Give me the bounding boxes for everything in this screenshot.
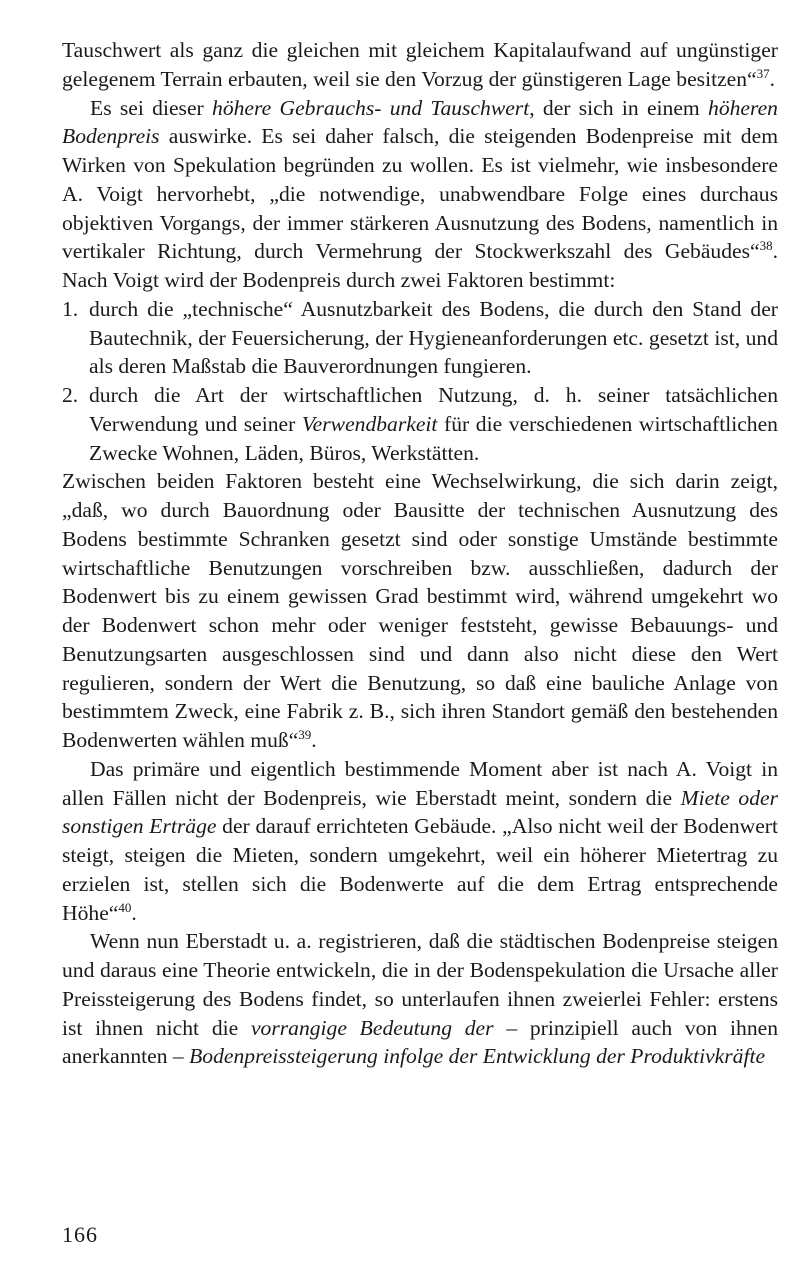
paragraph-text: . [311, 728, 317, 752]
list-item-1 [62, 295, 778, 381]
list-item-text: für die verschiedenen wirtschaftlichen Zwecke Wohnen, Läden, Büros, Werkstätten. [89, 411, 778, 465]
paragraph-text: der darauf errichteten Gebäude. „Also nicht weil der Bodenwert steigt, steigen die Mieten, sondern umgekehrt, weil ein höherer Mietertrag zu erzielen ist, stellen sich die Bodenwerte auf die dem Ertrag entsprechende Höhe“ [62, 814, 778, 925]
paragraph-1 [62, 36, 778, 94]
paragraph-text: – prinzipiell auch von ihnen anerkannten – [62, 1015, 779, 1069]
paragraph-text: Tauschwert als ganz die gleichen mit gleichem Kapitalaufwand auf ungünstiger gelegenem Terrain erbauten, weil sie den Vorzug der günstigeren Lage besitzen“ [62, 38, 778, 91]
paragraph-text: Zwischen beiden Faktoren besteht eine Wechselwirkung, die sich darin zeigt, „daß, wo durch Bauordnung oder Bausitte der technischen Ausnutzung des Bodens bestimmte Schranken gesetzt sind oder sonstige Umstände bestimmte wirtschaftliche Benutzungen vorschreiben bzw. ausschließen, dadurch der Bodenwert bis zu einem gewissen Grad bestimmt wird, während umgekehrt wo der Bodenwert schon mehr oder weniger feststeht, gewisse Bebauungs- und Benutzungsarten ausgeschlossen sind und dann also nicht diese den Wert regulieren, sondern der Wert die Benutzung, so daß eine bauliche Anlage von bestimmtem Zweck, eine Fabrik z. B., sich ihren Standort gemäß den bestehenden Bodenwerten wählen muß“ [62, 469, 778, 752]
footnote-ref-39: 39 [298, 726, 312, 742]
footnote-ref-38: 38 [759, 238, 773, 254]
emphasis-text: höhere Gebrauchs- und Tauschwert [212, 95, 530, 120]
list-item-2 [62, 381, 778, 467]
paragraph-4 [62, 755, 778, 928]
page-number: 166 [62, 1222, 98, 1247]
paragraph-text: . [131, 900, 137, 925]
emphasis-text: Miete oder sonstigen Erträge [62, 785, 779, 839]
list-number: 2. [62, 383, 79, 407]
list-item-text: durch die „technische“ Ausnutzbarkeit des Bodens, die durch den Stand der Bautechnik, der Feuersicherung, der Hygieneanforderungen etc. gesetzt ist, und als deren Maßstab die Bauverordnungen fungieren. [89, 296, 778, 379]
paragraph-text: , der sich in einem [529, 95, 709, 120]
body-text [62, 36, 778, 1071]
footnote-ref-40: 40 [118, 899, 132, 915]
paragraph-text: Das primäre und eigentlich bestimmende Moment aber ist nach A. Voigt in allen Fällen nicht der Bodenpreis, wie Eberstadt meint, sondern die [62, 756, 778, 810]
footnote-ref-37: 37 [756, 65, 770, 81]
emphasis-text: Bodenpreissteigerung infolge der Entwicklung der Produktivkräfte [189, 1044, 766, 1069]
paragraph-text: . Nach Voigt wird der Bodenpreis durch zwei Faktoren bestimmt: [62, 239, 778, 292]
paragraph-2 [62, 94, 778, 295]
paragraph-text: auswirke. Es sei daher falsch, die steigenden Bodenpreise mit dem Wirken von Spekulation begründen zu wollen. Es ist vielmehr, wie insbesondere A. Voigt hervorhebt, „die notwendige, unabwendbare Folge eines durchaus objektiven Vorgangs, der immer stärkeren Ausnutzung des Bodens, namentlich in vertikaler Richtung, durch Vermehrung der Stockwerkszahl des Gebäudes“ [62, 124, 778, 264]
emphasis-text: vorrangige Bedeutung der [250, 1015, 494, 1040]
paragraph-5 [62, 927, 778, 1071]
emphasis-text: Verwendbarkeit [301, 411, 438, 436]
list-item-text: durch die Art der wirtschaftlichen Nutzung, d. h. seiner tatsächlichen Verwendung und seiner [89, 383, 778, 436]
numbered-list [62, 295, 778, 468]
paragraph-text: . [769, 66, 776, 91]
list-number: 1. [62, 296, 79, 321]
paragraph-3 [62, 467, 778, 755]
paragraph-text: Wenn nun Eberstadt u. a. registrieren, daß die städtischen Bodenpreise steigen und daraus eine Theorie entwickeln, die in der Bodenspekulation die Ursache aller Preissteigerung des Bodens findet, so unterlaufen ihnen zweierlei Fehler: erstens ist ihnen nicht die [62, 929, 778, 1040]
emphasis-text: höheren Bodenpreis [62, 95, 778, 149]
paragraph-text: Es sei dieser [90, 95, 213, 120]
